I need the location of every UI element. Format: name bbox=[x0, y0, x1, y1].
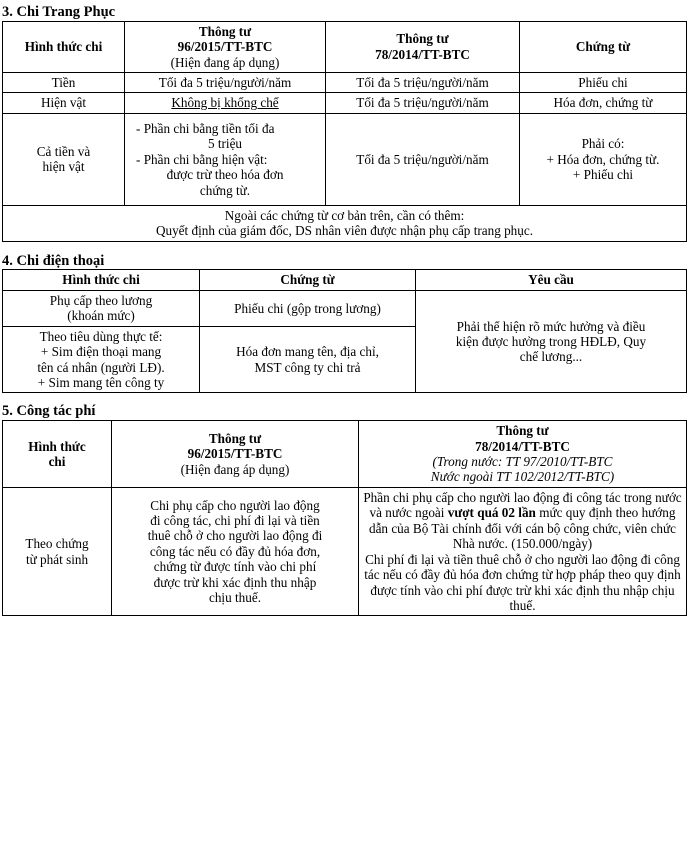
cell-theo-chung-tu-phat-sinh bbox=[3, 487, 112, 616]
header-tt96-line1: Thông tư bbox=[198, 23, 252, 39]
table-row bbox=[3, 72, 687, 92]
table-footer-row bbox=[3, 205, 687, 241]
cell-tien-tt96: Tối đa 5 triệu/người/năm bbox=[125, 72, 326, 92]
cell-phieu-chi-gop-luong: Phiếu chi (gộp trong lương) bbox=[200, 290, 416, 326]
cell-theo-tieu-dung-thuc-te bbox=[3, 326, 200, 393]
table-row bbox=[3, 290, 687, 326]
type-line3: tên cá nhân (người LĐ). bbox=[37, 359, 165, 375]
header-col1-line1: Hình thức bbox=[28, 438, 86, 454]
chungtu-line2: MST công ty chi trả bbox=[254, 359, 361, 375]
cell-type-hien-vat: Hiện vật bbox=[3, 93, 125, 113]
tt96-line3: thuê chỗ ở cho người lao động đi bbox=[147, 528, 323, 544]
cell-tien-chungtu: Phiếu chi bbox=[520, 72, 687, 92]
header-col3-line4: Nước ngoài TT 102/2012/TT-BTC) bbox=[430, 469, 615, 485]
tt78-paragraph-2: Chi phí đi lại và tiền thuê chỗ ở cho người lao động đi công tác nếu có đầy đủ hóa đơn chứng từ hợp pháp theo quy định được tính vào chi phí được trừ khi xác định thu nhập chịu thuế. bbox=[364, 551, 681, 613]
type-line1: Theo tiêu dùng thực tế: bbox=[39, 328, 163, 344]
header-thong-tu-78 bbox=[326, 21, 520, 72]
header-hinh-thuc-chi bbox=[3, 421, 112, 488]
header-col1-line2: chi bbox=[48, 454, 66, 470]
table-chi-trang-phuc bbox=[2, 21, 687, 242]
tt78-p1-part-a: Phần chi phụ cấp cho người lao động đi công tác trong nước và nước ngoài bbox=[363, 489, 682, 521]
header-chung-tu: Chứng từ bbox=[200, 270, 416, 290]
cell-hien-vat-tt96: Không bị khống chế bbox=[125, 93, 326, 113]
table-row bbox=[3, 487, 687, 616]
tt96-line5: chứng từ được tính vào chi phí bbox=[153, 559, 317, 575]
header-thong-tu-78 bbox=[359, 421, 687, 488]
requirement-line2: kiện được hưởng trong HĐLĐ, Quy bbox=[455, 333, 647, 349]
cell-type-line1: Cả tiền và bbox=[36, 143, 91, 159]
type-line2: từ phát sinh bbox=[25, 551, 89, 567]
tt96-line6: được trừ khi xác định thu nhập bbox=[153, 574, 317, 590]
tt96-line4: công tác nếu có đầy đủ hóa đơn, bbox=[149, 543, 321, 559]
chungtu-line2: + Hóa đơn, chứng từ. bbox=[546, 151, 660, 167]
bullet-1-line2: 5 triệu bbox=[207, 136, 243, 152]
header-hinh-thuc-chi: Hình thức chi bbox=[3, 270, 200, 290]
bullet-1-line1: - Phần chi bằng tiền tối đa bbox=[136, 120, 275, 136]
section-heading-5: 5. Công tác phí bbox=[2, 403, 96, 420]
cell-footer-note bbox=[3, 205, 687, 241]
table-chi-dien-thoai bbox=[2, 269, 687, 393]
header-thong-tu-96 bbox=[125, 21, 326, 72]
section-heading-4: 4. Chi điện thoại bbox=[2, 252, 105, 269]
header-col3-line3: (Trong nước: TT 97/2010/TT-BTC bbox=[432, 454, 613, 470]
chungtu-line3: + Phiếu chi bbox=[572, 167, 634, 183]
cell-ca-tien-tt96 bbox=[125, 113, 326, 205]
cell-hien-vat-chungtu: Hóa đơn, chứng từ bbox=[520, 93, 687, 113]
cell-type-line2: hiện vật bbox=[42, 159, 85, 175]
section-heading-3: 3. Chi Trang Phục bbox=[2, 4, 116, 20]
table-row bbox=[3, 113, 687, 205]
table-header-row bbox=[3, 421, 687, 488]
tt96-line2: đi công tác, chi phí đi lại và tiền bbox=[150, 513, 320, 529]
cell-yeu-cau bbox=[416, 290, 687, 393]
bullet-2-line3: chứng từ. bbox=[199, 182, 251, 198]
bullet-2-line1: - Phần chi bằng hiện vật: bbox=[136, 151, 268, 167]
chungtu-line1: Hóa đơn mang tên, địa chỉ, bbox=[236, 344, 379, 360]
tt78-p1-emphasis: vượt quá 02 lần bbox=[447, 505, 536, 521]
cell-phu-cap-theo-luong bbox=[3, 290, 200, 326]
table-header-row bbox=[3, 21, 687, 72]
header-thong-tu-96 bbox=[112, 421, 359, 488]
cell-cong-tac-phi-tt96 bbox=[112, 487, 359, 616]
table-cong-tac-phi bbox=[2, 420, 687, 616]
cell-hoa-don-mang-ten bbox=[200, 326, 416, 393]
header-col2-line2: 96/2015/TT-BTC bbox=[187, 446, 283, 462]
tt96-line1: Chi phụ cấp cho người lao động bbox=[150, 497, 320, 513]
type-line2: + Sim điện thoại mang bbox=[40, 344, 162, 360]
tt78-p1-part-b: mức quy định theo hướng dẫn của Bộ Tài chính đối với cán bộ công chức, viên chức Nhà nước. (150.000/ngày) bbox=[368, 505, 677, 552]
header-col3-line1: Thông tư bbox=[496, 423, 549, 439]
header-col3-line2: 78/2014/TT-BTC bbox=[475, 438, 570, 454]
requirement-line3: chế lương... bbox=[519, 349, 583, 365]
cell-tien-tt78: Tối đa 5 triệu/người/năm bbox=[326, 72, 520, 92]
header-tt78-line1: Thông tư bbox=[396, 31, 449, 47]
header-tt96-line3: (Hiện đang áp dụng) bbox=[170, 54, 280, 70]
type-line2: (khoán mức) bbox=[67, 308, 135, 324]
header-col2-line3: (Hiện đang áp dụng) bbox=[180, 461, 290, 477]
tt96-line7: chịu thuế. bbox=[208, 590, 261, 606]
header-tt96-line2: 96/2015/TT-BTC bbox=[177, 39, 273, 55]
header-chung-tu: Chứng từ bbox=[520, 21, 687, 72]
bullet-2-line2: được trừ theo hóa đơn bbox=[166, 167, 284, 183]
type-line4: + Sim mang tên công ty bbox=[37, 375, 165, 391]
footer-line1: Ngoài các chứng từ cơ bản trên, cần có thêm: bbox=[224, 207, 465, 223]
header-hinh-thuc-chi: Hình thức chi bbox=[3, 21, 125, 72]
cell-ca-tien-tt78: Tối đa 5 triệu/người/năm bbox=[326, 113, 520, 205]
header-col2-line1: Thông tư bbox=[208, 430, 262, 446]
tt78-paragraph-1 bbox=[363, 490, 681, 551]
cell-cong-tac-phi-tt78 bbox=[359, 487, 687, 616]
table-header-row bbox=[3, 270, 687, 290]
chungtu-line1: Phải có: bbox=[581, 136, 625, 152]
header-tt78-line2: 78/2014/TT-BTC bbox=[375, 46, 470, 62]
cell-hien-vat-tt78: Tối đa 5 triệu/người/năm bbox=[326, 93, 520, 113]
cell-type-tien: Tiền bbox=[3, 72, 125, 92]
footer-line2: Quyết định của giám đốc, DS nhân viên được nhận phụ cấp trang phục. bbox=[155, 223, 534, 239]
table-row bbox=[3, 93, 687, 113]
type-line1: Theo chứng bbox=[25, 536, 89, 552]
cell-ca-tien-chungtu bbox=[520, 113, 687, 205]
requirement-line1: Phải thể hiện rõ mức hưởng và điều bbox=[456, 318, 646, 334]
type-line1: Phụ cấp theo lương bbox=[49, 292, 153, 308]
header-yeu-cau: Yêu cầu bbox=[416, 270, 687, 290]
cell-type-ca-tien-va-hien-vat bbox=[3, 113, 125, 205]
